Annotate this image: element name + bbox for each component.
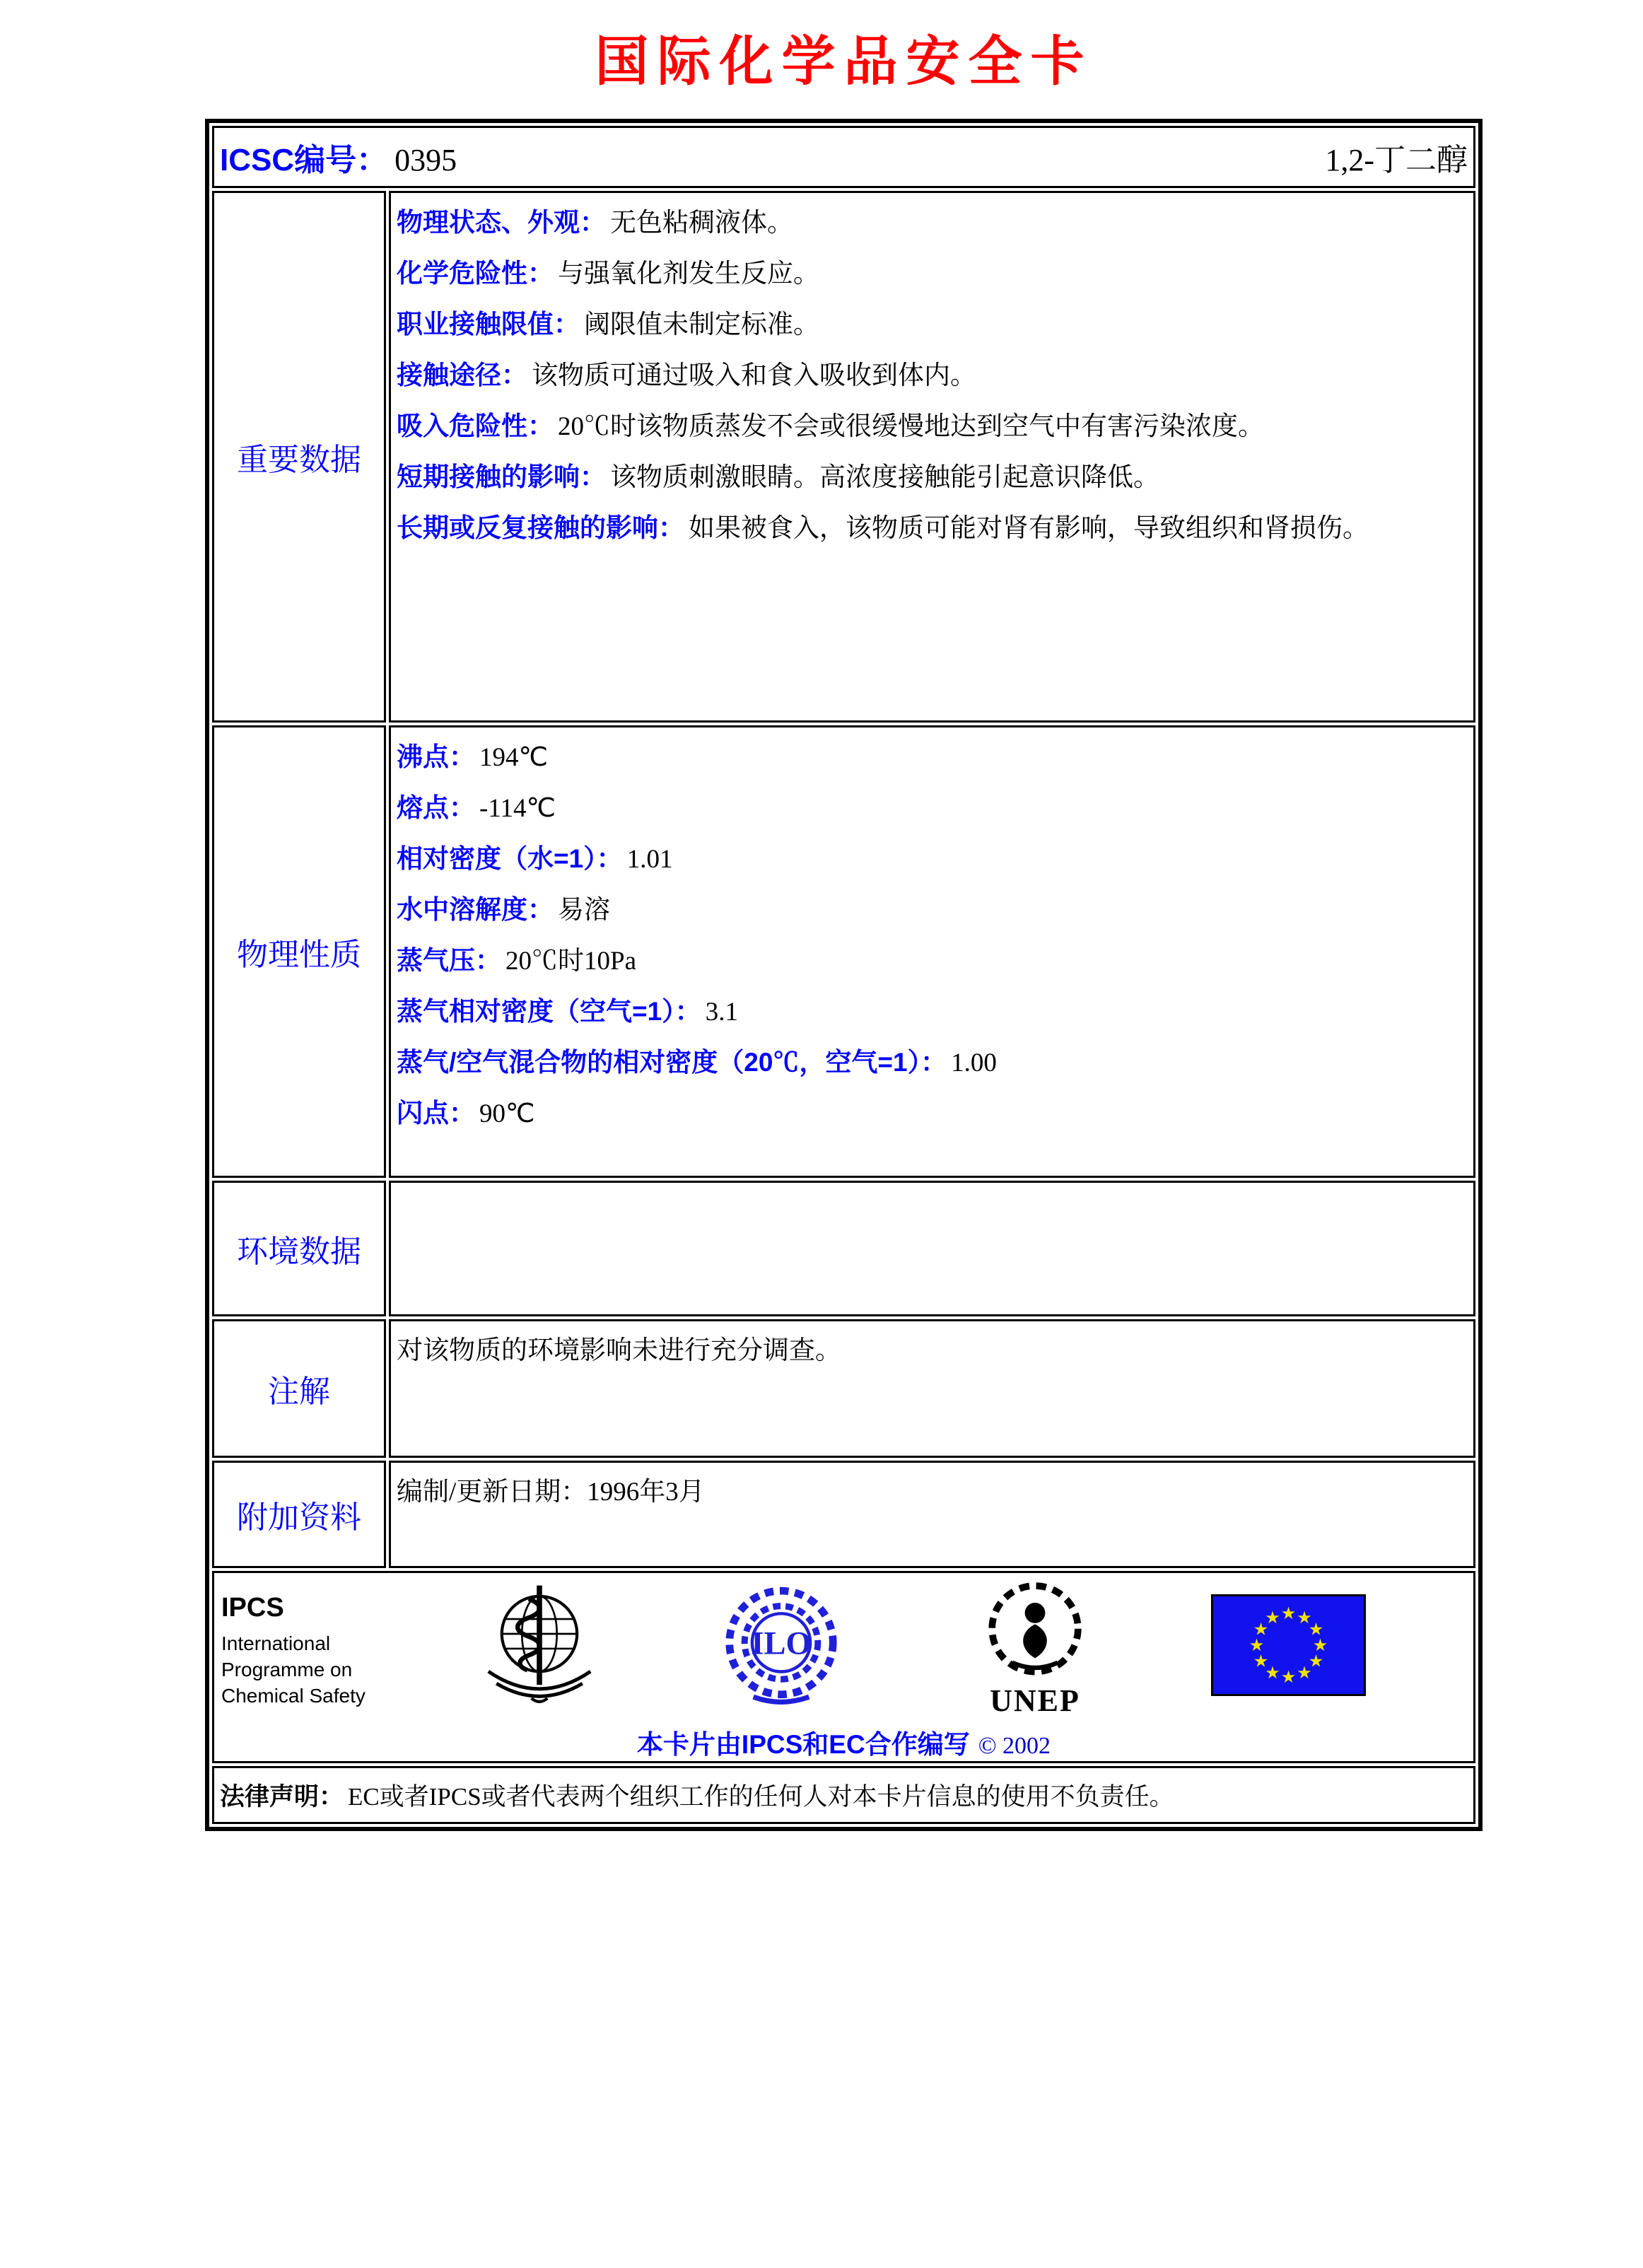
eu-star: ★ xyxy=(1253,1652,1269,1671)
field-boiling-point: 沸点： 194℃ xyxy=(397,742,549,772)
cooperation-tagline xyxy=(214,1723,1473,1761)
eu-star: ★ xyxy=(1265,1664,1280,1683)
eu-star: ★ xyxy=(1297,1664,1312,1683)
ilo-logo-icon xyxy=(718,1586,845,1708)
field-chemical-dangers: 化学危险性： 与强氧化剂发生反应。 xyxy=(397,259,819,288)
chemical-name: 1,2-丁二醇 xyxy=(1325,143,1468,177)
field-vapour-relative-density: 蒸气相对密度（空气=1）： 3.1 xyxy=(397,997,738,1027)
field-relative-density: 相对密度（水=1）： 1.01 xyxy=(397,844,673,874)
field-water-solubility: 水中溶解度： 易溶 xyxy=(397,895,610,925)
legal-notice-text: EC或者IPCS或者代表两个组织工作的任何人对本卡片信息的使用不负责任。 xyxy=(348,1783,1174,1811)
eu-star: ★ xyxy=(1308,1620,1324,1639)
field-physical-state: 物理状态、外观： 无色粘稠液体。 xyxy=(397,208,793,238)
field-inhalation-risk: 吸入危险性： 20℃时该物质蒸发不会或很缓慢地达到空气中有害污染浓度。 xyxy=(397,411,1264,441)
section-label-additional-information: 附加资料 xyxy=(212,1461,386,1568)
section-label-important-data: 重要数据 xyxy=(212,191,386,723)
section-label-environmental-data: 环境数据 xyxy=(212,1181,386,1316)
ipcs-subtitle-line1: International xyxy=(221,1632,331,1654)
prepared-updated-date: 编制/更新日期：1996年3月 xyxy=(397,1478,705,1507)
ipcs-text-block xyxy=(221,1593,366,1709)
tagline-text: 本卡片由IPCS和EC合作编写 xyxy=(636,1730,970,1759)
section-label-physical-properties: 物理性质 xyxy=(212,725,386,1178)
field-vapour-pressure: 蒸气压： 20℃时10Pa xyxy=(397,946,636,976)
section-content-physical-properties xyxy=(389,725,1475,1178)
field-short-term-effects: 短期接触的影响： 该物质刺激眼睛。高浓度接触能引起意识降低。 xyxy=(397,462,1159,492)
unep-logo-icon xyxy=(978,1579,1092,1719)
ipcs-subtitle-line3: Chemical Safety xyxy=(221,1685,366,1707)
section-content-environmental-data xyxy=(389,1181,1475,1316)
legal-notice-label: 法律声明： xyxy=(220,1783,344,1811)
icsc-number-value: 0395 xyxy=(394,143,457,177)
section-content-important-data xyxy=(389,191,1475,723)
page-title: 国际化学品安全卡 xyxy=(595,33,1093,92)
icsc-number-label: ICSC编号： xyxy=(220,143,388,177)
eu-flag-icon xyxy=(1211,1594,1366,1700)
ipcs-subtitle-line2: Programme on xyxy=(221,1659,353,1680)
ipcs-title: IPCS xyxy=(221,1593,284,1623)
eu-star: ★ xyxy=(1265,1608,1280,1627)
icsc-number xyxy=(220,134,457,180)
eu-star: ★ xyxy=(1308,1652,1324,1671)
unep-label: UNEP xyxy=(990,1683,1080,1718)
card-header-row xyxy=(212,126,1475,188)
field-melting-point: 熔点： -114℃ xyxy=(397,793,556,823)
notes-text: 对该物质的环境影响未进行充分调查。 xyxy=(397,1336,841,1365)
eu-star: ★ xyxy=(1312,1636,1328,1655)
copyright-text: © 2002 xyxy=(978,1733,1051,1759)
eu-star: ★ xyxy=(1253,1620,1269,1639)
section-content-additional-information xyxy=(389,1461,1475,1568)
eu-star: ★ xyxy=(1280,1604,1297,1623)
organizations-row xyxy=(212,1571,1475,1763)
ilo-letters: ILO xyxy=(751,1625,812,1662)
eu-star: ★ xyxy=(1280,1668,1297,1687)
section-label-notes: 注解 xyxy=(212,1319,386,1458)
eu-star: ★ xyxy=(1297,1608,1312,1627)
eu-star: ★ xyxy=(1249,1636,1265,1655)
field-vapour-air-mixture-density: 蒸气/空气混合物的相对密度（20℃，空气=1）： 1.00 xyxy=(397,1048,997,1077)
who-logo-icon xyxy=(472,1580,607,1718)
field-routes-of-exposure: 接触途径： 该物质可通过吸入和食入吸收到体内。 xyxy=(397,361,976,390)
safety-card-table xyxy=(205,119,1483,1831)
legal-notice-row xyxy=(212,1766,1475,1824)
section-content-notes xyxy=(389,1319,1475,1458)
field-occupational-exposure-limits: 职业接触限值： 阈限值未制定标准。 xyxy=(397,310,819,339)
field-long-term-effects: 长期或反复接触的影响： 如果被食入，该物质可能对肾有影响，导致组织和肾损伤。 xyxy=(397,513,1369,543)
field-flash-point: 闪点： 90℃ xyxy=(397,1099,535,1128)
